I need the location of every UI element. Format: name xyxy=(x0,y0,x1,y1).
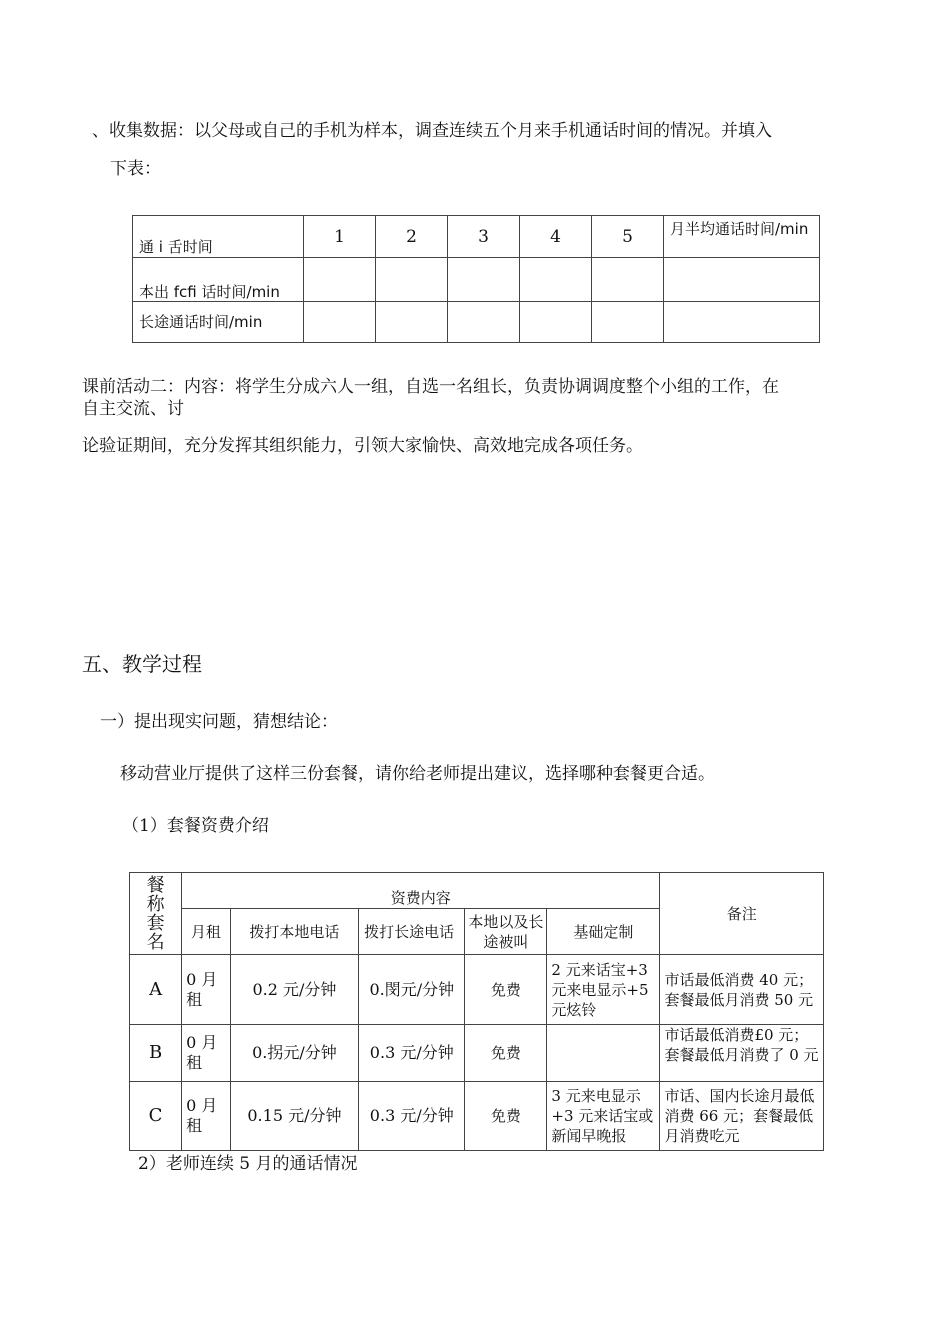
t2-row-b-remark-text: 市话最低消费£0 元；套餐最低月消费了 0 元 xyxy=(664,1026,819,1064)
t2-row-a-long: 0.閔元/分钟 xyxy=(359,955,465,1025)
intro-line-2: 下表： xyxy=(110,159,161,179)
section5-item1: （1）套餐资费介绍 xyxy=(122,816,269,836)
t2-col-custom: 基础定制 xyxy=(547,909,660,955)
activity2-line-3: 论验证期间，充分发挥其组织能力，引领大家愉快、高效地完成各项任务。 xyxy=(82,436,643,456)
t2-remark-header: 备注 xyxy=(660,873,824,955)
t2-row-b-called: 免费 xyxy=(465,1025,547,1082)
t2-row-a-custom: 2 元来话宝+3 元来电显示+5 元炫铃 xyxy=(547,955,660,1025)
t2-col-called: 本地以及长途被叫 xyxy=(465,909,547,955)
t1-cell xyxy=(304,258,376,302)
activity2-line-1: 课前活动二：内容：将学生分成六人一组，自选一名组长，负责协调调度整个小组的工作，在 xyxy=(82,377,779,397)
t2-row-c-long: 0.3 元/分钟 xyxy=(359,1082,465,1151)
t1-month-5: 5 xyxy=(592,216,664,258)
t1-month-4: 4 xyxy=(520,216,592,258)
t2-row-c-called: 免费 xyxy=(465,1082,547,1151)
t2-row-b-rent: 0 月租 xyxy=(182,1025,231,1082)
plan-fee-table xyxy=(129,872,824,1151)
t1-cell xyxy=(592,258,664,302)
t2-row-b-name: B xyxy=(130,1025,182,1082)
t2-row-a-local: 0.2 元/分钟 xyxy=(230,955,358,1025)
t1-local-label: 本出 fcfi 话时间/min xyxy=(133,258,304,302)
t2-row-c-custom: 3 元来电显示+3 元来话宝或新闻早晚报 xyxy=(547,1082,660,1151)
t1-month-2: 2 xyxy=(376,216,448,258)
t1-cell xyxy=(448,302,520,343)
t1-cell xyxy=(664,302,820,343)
section5-sub1: 一）提出现实问题，猜想结论： xyxy=(100,712,338,732)
t1-cell xyxy=(664,258,820,302)
call-time-table xyxy=(132,215,820,343)
t2-row-c-local: 0.15 元/分钟 xyxy=(230,1082,358,1151)
t1-month-3: 3 xyxy=(448,216,520,258)
section5-heading: 五、教学过程 xyxy=(82,652,202,676)
t2-row-c-remark: 市话、国内长途月最低消费 66 元；套餐最低月消费吃元 xyxy=(660,1082,824,1151)
t2-fee-header: 资费内容 xyxy=(182,873,660,909)
section5-desc: 移动营业厅提供了这样三份套餐，请你给老师提出建议，选择哪种套餐更合适。 xyxy=(120,764,715,784)
t2-name-header xyxy=(130,873,182,955)
t1-cell xyxy=(592,302,664,343)
t2-row-c-rent: 0 月租 xyxy=(182,1082,231,1151)
t1-cell xyxy=(520,302,592,343)
t2-row-a-name: A xyxy=(130,955,182,1025)
t1-long-label: 长途通话时间/min xyxy=(133,302,304,343)
t2-row-b-long: 0.3 元/分钟 xyxy=(359,1025,465,1082)
t2-row-b-custom xyxy=(547,1025,660,1082)
t2-row-a-rent: 0 月租 xyxy=(182,955,231,1025)
intro-line-1: 、收集数据：以父母或自己的手机为样本，调查连续五个月来手机通话时间的情况。并填入 xyxy=(92,121,772,141)
t2-col-long: 拨打长途电话 xyxy=(359,909,465,955)
t2-row-b-local: 0.拐元/分钟 xyxy=(230,1025,358,1082)
t1-cell xyxy=(520,258,592,302)
t2-row-a-remark: 市话最低消费 40 元；套餐最低月消费 50 元 xyxy=(660,955,824,1025)
t2-col-rent: 月租 xyxy=(182,909,231,955)
t2-row-a-called: 免费 xyxy=(465,955,547,1025)
t1-avg-header xyxy=(664,216,820,258)
t1-avg-header-text: 月半均通话时间/min xyxy=(670,220,809,238)
t2-col-local: 拨打本地电话 xyxy=(230,909,358,955)
t1-cell xyxy=(376,258,448,302)
t2-row-c-name: C xyxy=(130,1082,182,1151)
t2-row-b-remark xyxy=(660,1025,824,1082)
t1-header-label: 通 i 舌时间 xyxy=(133,216,304,258)
activity2-line-2: 自主交流、讨 xyxy=(82,399,184,419)
t1-cell xyxy=(376,302,448,343)
section5-item2: 2）老师连续 5 月的通话情况 xyxy=(138,1154,358,1174)
t1-cell xyxy=(304,302,376,343)
t1-month-1: 1 xyxy=(304,216,376,258)
t2-name-header-text: 餐称套名 xyxy=(146,874,165,953)
t1-cell xyxy=(448,258,520,302)
